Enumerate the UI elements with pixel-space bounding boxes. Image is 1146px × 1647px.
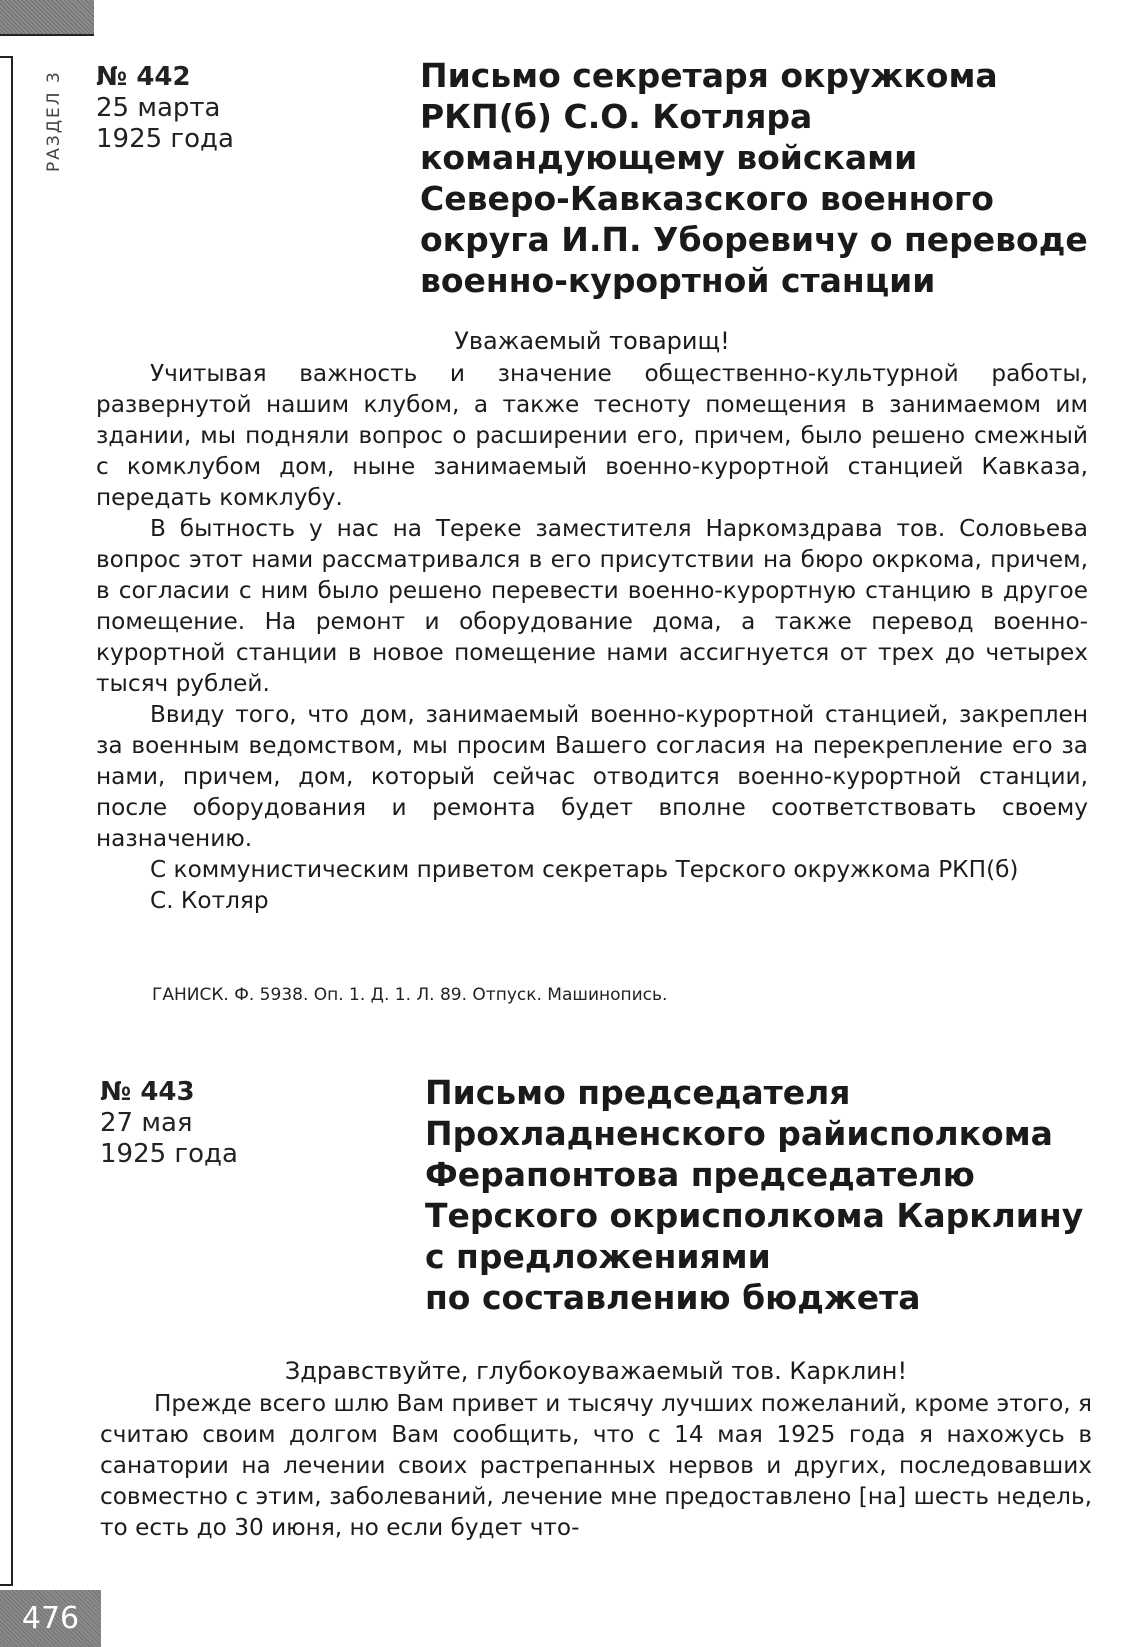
paragraph: Ввиду того, что дом, занимаемый военно-курортной станцией, закреплен за военным ведомством, мы просим Вашего согласия на перекрепление его за нами, причем, дом, который сейчас отводится военно-курортной станции, после оборудования и ремонта будет вполне соответствовать своему назначению. bbox=[96, 701, 1088, 852]
title-line: по составлению бюджета bbox=[425, 1278, 921, 1317]
signature: С. Котляр bbox=[150, 887, 269, 914]
title-line: Письмо секретаря окружкома bbox=[420, 56, 998, 95]
doc-443-body bbox=[100, 1388, 1092, 1543]
doc-date-day: 27 мая bbox=[100, 1108, 193, 1138]
doc-442-title bbox=[420, 55, 1088, 301]
doc-442-salutation: Уважаемый товарищ! bbox=[454, 327, 730, 355]
doc-443-salutation: Здравствуйте, глубокоуважаемый тов. Карклин! bbox=[284, 1357, 908, 1385]
title-line: Северо-Кавказского военного bbox=[420, 179, 994, 218]
doc-443-title bbox=[425, 1072, 1083, 1318]
title-line: Терского окрисполкома Карклину bbox=[425, 1196, 1084, 1235]
doc-number: № 443 bbox=[100, 1077, 195, 1107]
doc-date-day: 25 марта bbox=[96, 93, 221, 123]
doc-date-year: 1925 года bbox=[96, 124, 234, 154]
title-line: РКП(б) С.О. Котляра bbox=[420, 97, 813, 136]
title-line: округа И.П. Уборевичу о переводе bbox=[420, 220, 1088, 259]
title-line: Ферапонтова председателю bbox=[425, 1155, 975, 1194]
left-frame-line bbox=[11, 56, 13, 1586]
doc-443-meta bbox=[100, 1077, 238, 1170]
top-corner-tab bbox=[0, 0, 94, 36]
section-label: РАЗДЕЛ 3 bbox=[44, 70, 64, 172]
title-line: военно-курортной станции bbox=[420, 261, 936, 300]
doc-442-archive-ref: ГАНИСК. Ф. 5938. Оп. 1. Д. 1. Л. 89. Отпуск. Машинопись. bbox=[152, 985, 668, 1005]
paragraph: В бытность у нас на Тереке заместителя Наркомздрава тов. Соловьева вопрос этот нами рассматривался в его присутствии на бюро окркома, причем, в согласии с ним было решено перевести военно-курортную станцию в другое помещение. На ремонт и оборудование дома, а также перевод военно-курортной станции в новое помещение нами ассигнуется от трех до четырех тысяч рублей. bbox=[96, 515, 1088, 697]
title-line: Прохладненского райисполкома bbox=[425, 1114, 1053, 1153]
frame-bottom-tick bbox=[0, 1584, 13, 1586]
paragraph: Учитывая важность и значение общественно-культурной работы, развернутой нашим клубом, а также тесноту помещения в занимаемом им здании, мы подняли вопрос о расширении его, причем, было решено смежный с комклубом дом, ныне занимаемый военно-курортной станцией Кавказа, передать комклубу. bbox=[96, 360, 1088, 511]
paragraph: Прежде всего шлю Вам привет и тысячу лучших пожеланий, кроме этого, я считаю своим долгом Вам сообщить, что с 14 мая 1925 года я нахожусь в санатории на лечении своих растрепанных нервов и других, последовавших совместно с этим, заболеваний, лечение мне предоставлено [на] шесть недель, то есть до 30 июня, но если будет что- bbox=[100, 1390, 1092, 1541]
title-line: командующему войсками bbox=[420, 138, 918, 177]
doc-number: № 442 bbox=[96, 62, 191, 92]
doc-442-meta bbox=[96, 62, 234, 155]
page-number: 476 bbox=[0, 1590, 101, 1647]
title-line: Письмо председателя bbox=[425, 1073, 851, 1112]
paragraph: С коммунистическим приветом секретарь Терского окружкома РКП(б) bbox=[150, 856, 1019, 883]
doc-date-year: 1925 года bbox=[100, 1139, 238, 1169]
title-line: с предложениями bbox=[425, 1237, 771, 1276]
doc-442-body bbox=[96, 358, 1088, 916]
